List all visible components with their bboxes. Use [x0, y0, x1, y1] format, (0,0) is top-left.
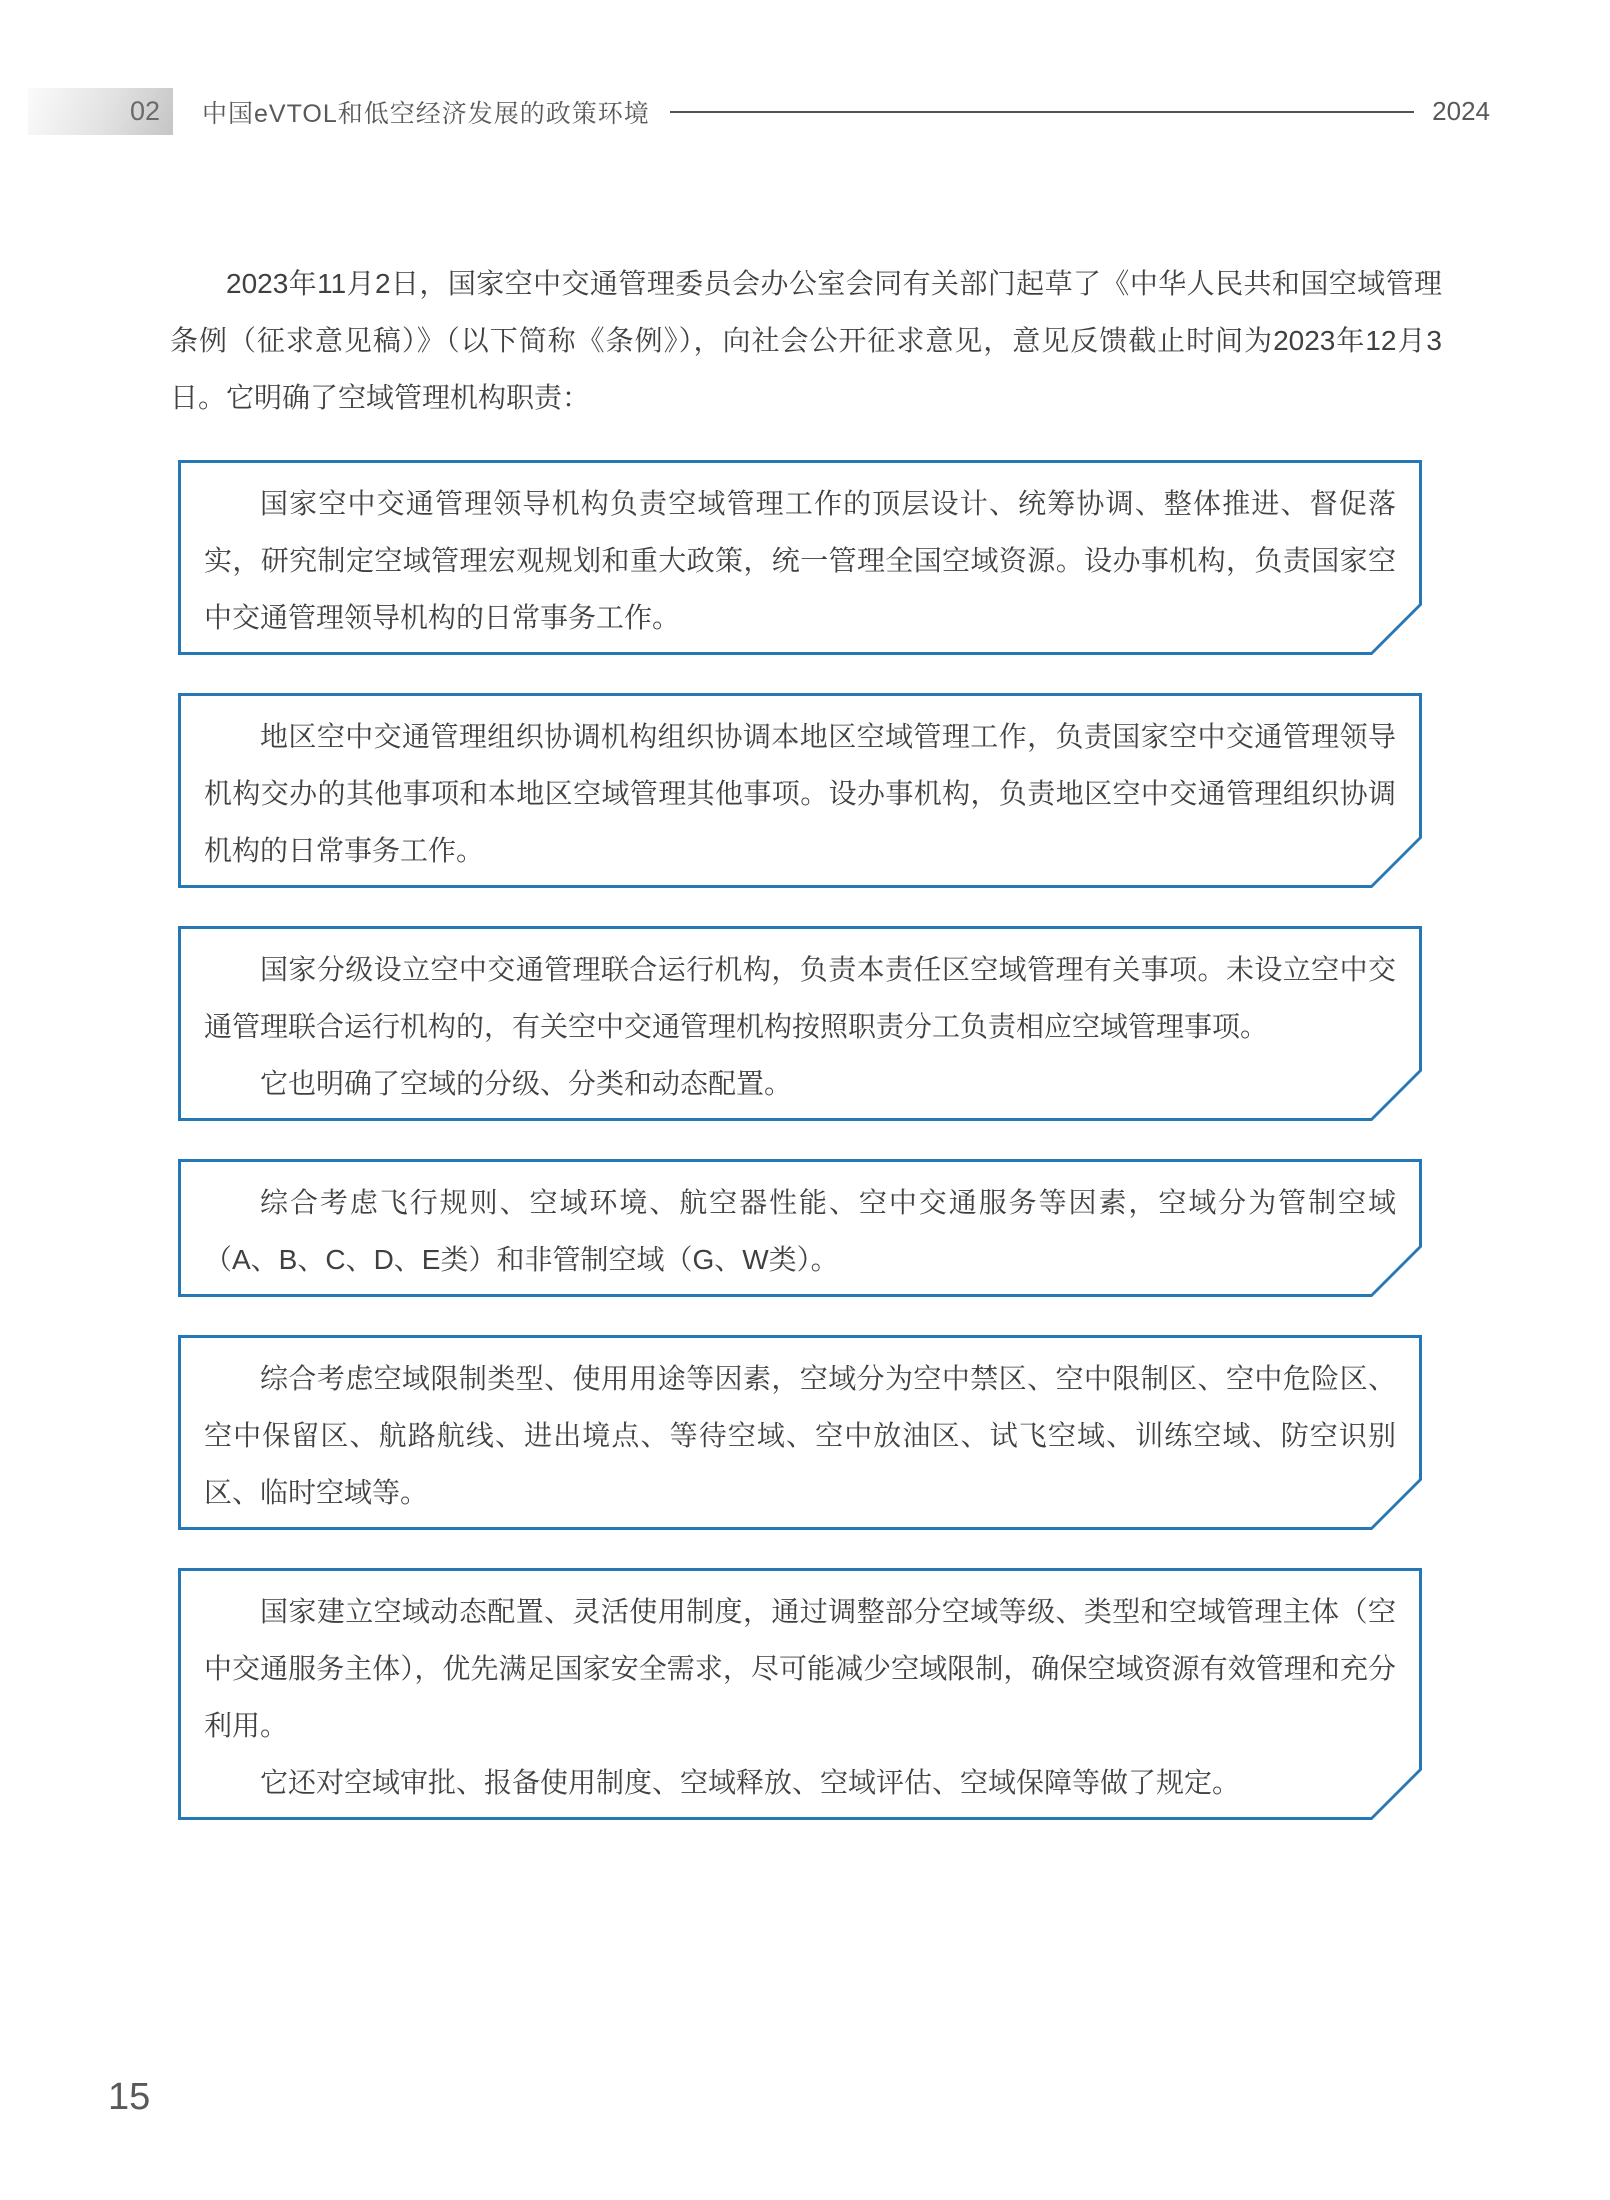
callout-box-2: [178, 693, 1422, 888]
callout-paragraph: 国家分级设立空中交通管理联合运行机构，负责本责任区空域管理有关事项。未设立空中交通管理联合运行机构的，有关空中交通管理机构按照职责分工负责相应空域管理事项。: [204, 954, 1396, 1042]
callout-paragraph: 地区空中交通管理组织协调机构组织协调本地区空域管理工作，负责国家空中交通管理领导机构交办的其他事项和本地区空域管理其他事项。设办事机构，负责地区空中交通管理组织协调机构的日常事务工作。: [204, 721, 1396, 866]
chapter-title: 中国eVTOL和低空经济发展的政策环境: [202, 99, 650, 128]
callout-box-1: [178, 460, 1422, 655]
header-year: 2024: [1432, 96, 1490, 126]
callout-paragraph: 国家空中交通管理领导机构负责空域管理工作的顶层设计、统筹协调、整体推进、督促落实，研究制定空域管理宏观规划和重大政策，统一管理全国空域资源。设办事机构，负责国家空中交通管理领导机构的日常事务工作。: [204, 488, 1396, 633]
callout-box-5: [178, 1335, 1422, 1530]
callout-paragraph: 它也明确了空域的分级、分类和动态配置。: [260, 1068, 793, 1099]
callout-box-6: [178, 1568, 1422, 1820]
chapter-number: 02: [129, 96, 160, 126]
callout-paragraph: 它还对空域审批、报备使用制度、空域释放、空域评估、空域保障等做了规定。: [260, 1767, 1241, 1798]
callout-box-4: [178, 1159, 1422, 1297]
page-body: [170, 255, 1442, 1858]
page-number: 15: [108, 2076, 151, 2118]
chapter-number-chip: [28, 88, 173, 135]
callout-paragraph: 综合考虑空域限制类型、使用用途等因素，空域分为空中禁区、空中限制区、空中危险区、空中保留区、航路航线、进出境点、等待空域、空中放油区、试飞空域、训练空域、防空识别区、临时空域等。: [204, 1363, 1396, 1508]
intro-paragraph: 2023年11月2日，国家空中交通管理委员会办公室会同有关部门起草了《中华人民共和国空域管理条例（征求意见稿）》（以下简称《条例》），向社会公开征求意见，意见反馈截止时间为2023年12月3日。它明确了空域管理机构职责：: [170, 268, 1442, 413]
page-header: [28, 88, 1490, 135]
callout-box-3: [178, 926, 1422, 1121]
header-rule-line: [670, 111, 1414, 113]
callout-paragraph: 国家建立空域动态配置、灵活使用制度，通过调整部分空域等级、类型和空域管理主体（空中交通服务主体），优先满足国家安全需求，尽可能减少空域限制，确保空域资源有效管理和充分利用。: [204, 1596, 1396, 1741]
callout-paragraph: 综合考虑飞行规则、空域环境、航空器性能、空中交通服务等因素，空域分为管制空域（A、B、C、D、E类）和非管制空域（G、W类）。: [204, 1187, 1396, 1275]
